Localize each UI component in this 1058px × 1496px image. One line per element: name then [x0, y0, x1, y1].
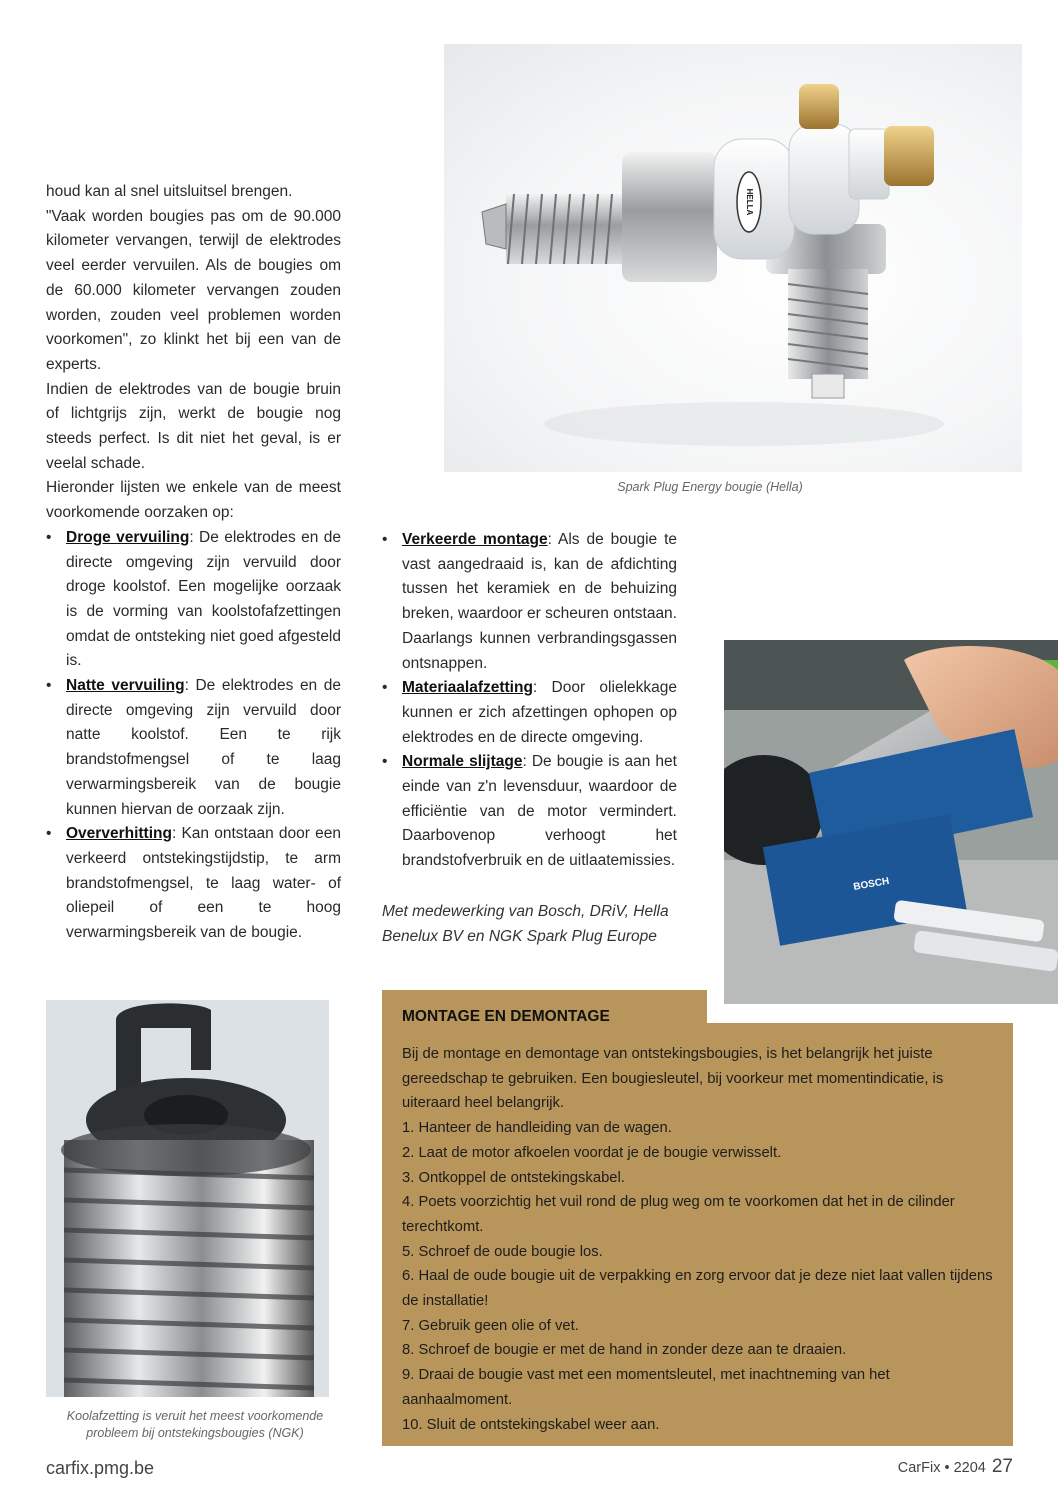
term-materiaalafzetting: Materiaalafzetting [402, 679, 533, 697]
term-oververhitting: Oververhitting [66, 825, 172, 843]
paragraph: Hieronder lijsten we enkele van de meest voorkomende oorzaken op: [46, 479, 341, 522]
causes-list-continued [382, 528, 677, 874]
ngk-spark-plug-photo [46, 1000, 329, 1397]
term-droge-vervuiling: Droge vervuiling [66, 528, 190, 546]
left-text-column [46, 180, 341, 946]
list-item-text: : Door olielekkage kunnen er zich afzettingen ophopen op elektrodes en de directe omgeving. [402, 679, 677, 746]
list-item-text: : De elektrodes en de directe omgeving zijn vervuild door droge koolstof. Een mogelijke oorzaak is de vorming van koolstofafzettingen omdat de ontsteking niet goed afgesteld is. [66, 528, 341, 670]
credits [382, 900, 682, 949]
step-item: 3. Ontkoppel de ontstekingskabel. [402, 1169, 625, 1186]
term-normale-slijtage: Normale slijtage [402, 753, 523, 771]
hella-spark-plug-photo [444, 44, 1022, 472]
box-intro: Bij de montage en demontage van ontstekingsbougies, is het belangrijk het juiste gereedschap te gebruiken. Een bougiesleutel, bij voorkeur met momentindicatie, is uiteraard heel belangrijk. [402, 1046, 944, 1112]
credit-line: Met medewerking van Bosch, DRiV, Hella [382, 903, 669, 920]
list-item [46, 526, 341, 674]
credit-line: Benelux BV en NGK Spark Plug Europe [382, 927, 657, 945]
hella-caption: Spark Plug Energy bougie (Hella) [617, 480, 803, 494]
hella-logo-text: HELLA [745, 188, 754, 216]
list-item [46, 822, 341, 946]
paragraph: Indien de elektrodes van de bougie bruin of lichtgrijs zijn, werkt de bougie nog steeds perfect. Is dit niet het geval, is er veelal schade. [46, 380, 341, 472]
list-item-text: : Als de bougie te vast aangedraaid is, kan de afdichting tussen het keramiek en de behuizing breken, waardoor er scheuren ontstaan. Daarlangs kunnen verbrandingsgassen ontsnappen. [402, 531, 677, 672]
page-footer [898, 1456, 1013, 1478]
paragraph: houd kan al snel uitsluitsel brengen. [46, 183, 293, 200]
step-item: 1. Hanteer de handleiding van de wagen. [402, 1120, 672, 1137]
caption-line: probleem bij ontstekingsbougies (NGK) [86, 1426, 304, 1440]
term-verkeerde-montage: Verkeerde montage [402, 531, 548, 548]
list-item-text: : De bougie is aan het einde van z'n levensduur, waardoor de efficiëntie van de motor vermindert. Daarbovenop verhoogt het brandstofverbruik en de uitlaatemissies. [402, 753, 677, 870]
paragraph: "Vaak worden bougies pas om de 90.000 kilometer vervangen, terwijl de elektrodes veel eerder vervuilen. Als de bougies om de 60.000 kilometer vervangen zouden worden, zouden veel problemen worden voorkomen", zo klinkt het bij een van de experts. [46, 207, 341, 373]
caption-line: Koolafzetting is veruit het meest voorkomende [66, 1409, 324, 1423]
list-item [46, 674, 341, 822]
step-item: 2. Laat de motor afkoelen voordat je de bougie verwisselt. [402, 1144, 782, 1161]
step-item: 10. Sluit de ontstekingskabel weer aan. [402, 1416, 660, 1433]
page-number: 27 [991, 1456, 1013, 1477]
list-item [382, 676, 677, 750]
bosch-logo-text: BOSCH [852, 875, 891, 893]
step-item: 5. Schroef de oude bougie los. [402, 1243, 603, 1260]
list-item [382, 528, 677, 676]
website-link[interactable]: carfix.pmg.be [46, 1458, 155, 1478]
middle-text-column [382, 528, 677, 874]
torque-wrench-photo [724, 640, 1058, 1004]
list-item-text: : De elektrodes en de directe omgeving zijn vervuild door natte koolstof. Een te rijk brandstofmengsel of te laag verwarmingsbereik van de bougie kunnen hiervan de oorzaak zijn. [66, 677, 342, 818]
step-item: 7. Gebruik geen olie of vet. [402, 1317, 579, 1334]
list-item [382, 750, 677, 874]
box-body [402, 1042, 1002, 1437]
step-item: 8. Schroef de bougie er met de hand in zonder deze aan te draaien. [402, 1342, 847, 1359]
term-natte-vervuiling: Natte vervuiling [66, 677, 185, 695]
montage-box [382, 990, 1013, 1446]
list-item-text: : Kan ontstaan door een verkeerd ontstekingstijdstip, te arm brandstofmengsel, te laag water- of oliepeil of een te hoog verwarmingsbereik van de bougie. [66, 825, 341, 942]
causes-list [46, 526, 341, 946]
steps-list [402, 1116, 1002, 1437]
magazine-issue: CarFix • 2204 [897, 1460, 986, 1476]
ngk-caption [40, 1408, 350, 1442]
step-item: 4. Poets voorzichtig het vuil rond de plug weg om te voorkomen dat het in de cilinder terechtkomt. [402, 1194, 955, 1235]
step-item: 9. Draai de bougie vast met een momentsleutel, met inachtneming van het aanhaalmoment. [402, 1367, 890, 1408]
box-title: MONTAGE EN DEMONTAGE [402, 1008, 610, 1025]
step-item: 6. Haal de oude bougie uit de verpakking en zorg ervoor dat je deze niet laat vallen tijdens de installatie! [402, 1268, 993, 1310]
